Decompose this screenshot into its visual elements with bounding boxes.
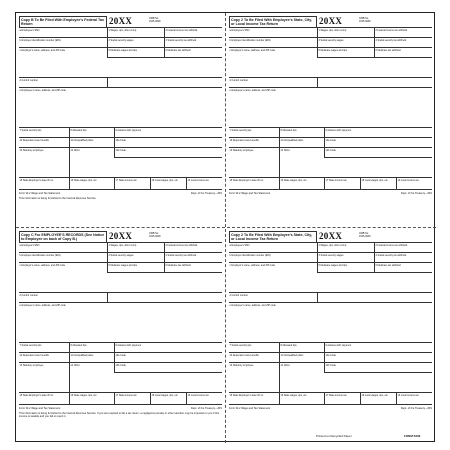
box-14: 14 Other bbox=[279, 148, 324, 177]
row-1 bbox=[19, 243, 222, 253]
copy-2-panel-bottom bbox=[226, 228, 436, 443]
row-7 bbox=[229, 138, 432, 148]
box-12a: 12a Code bbox=[324, 138, 432, 147]
box-18: 18 Local wages, tips, etc. bbox=[360, 393, 396, 404]
box-19: 19 Local income tax bbox=[396, 393, 432, 404]
box-16: 16 State wages, tips, etc. bbox=[69, 178, 114, 189]
employee-name-box: e Employee's name, address, and ZIP code bbox=[229, 303, 276, 307]
recycled-paper-stamp: Printed on Recycled Paper bbox=[316, 434, 352, 438]
row-5 bbox=[19, 88, 222, 128]
panel-footer bbox=[229, 192, 432, 195]
omb-number: OMB No. 1545-0008 bbox=[359, 232, 371, 238]
form-name: Form W-2 Wage and Tax Statement bbox=[19, 407, 61, 410]
box-12a: 12a Code bbox=[324, 353, 432, 362]
blank-box bbox=[107, 293, 222, 302]
box-12b: 12b Code bbox=[324, 148, 432, 158]
row-8 bbox=[19, 363, 222, 393]
row-5 bbox=[229, 88, 432, 128]
w2-form-sheet bbox=[15, 12, 435, 442]
panel-header bbox=[19, 231, 222, 243]
box-9: 9 Advance EIC payment bbox=[324, 128, 432, 137]
panel-footer bbox=[19, 407, 222, 410]
box-9: 9 Advance EIC payment bbox=[114, 343, 222, 352]
form-name: Form W-2 Wage and Tax Statement bbox=[229, 192, 271, 195]
box-3: 3 Social security wages bbox=[107, 253, 164, 262]
row-9 bbox=[19, 393, 222, 405]
row-7 bbox=[19, 138, 222, 148]
blank-box bbox=[317, 293, 432, 302]
box-15: 15 State Employer's state ID no. bbox=[229, 393, 264, 397]
row-4 bbox=[229, 293, 432, 303]
row-6 bbox=[229, 128, 432, 138]
box-19: 19 Local income tax bbox=[396, 178, 432, 189]
ein-box: b Employer identification number (EIN) bbox=[229, 253, 271, 257]
box-4: 4 Social security tax withheld bbox=[374, 38, 432, 47]
box-8: 8 Allocated tips bbox=[279, 343, 324, 352]
panel-footer bbox=[229, 407, 432, 410]
employee-name-box: e Employee's name, address, and ZIP code bbox=[19, 303, 66, 307]
box-5: 5 Medicare wages and tips bbox=[317, 48, 374, 58]
box-17: 17 State income tax bbox=[324, 178, 360, 189]
box-11: 11 Nonqualified plans bbox=[279, 353, 324, 362]
box-16: 16 State wages, tips, etc. bbox=[279, 393, 324, 404]
box-2: 2 Federal income tax withheld bbox=[164, 243, 222, 252]
row-4 bbox=[19, 293, 222, 303]
box-11: 11 Nonqualified plans bbox=[69, 353, 114, 362]
row-3 bbox=[19, 48, 222, 78]
dept-name: Dept. of the Treasury—IRS bbox=[400, 407, 432, 410]
row-7 bbox=[19, 353, 222, 363]
box-16: 16 State wages, tips, etc. bbox=[69, 393, 114, 404]
box-11: 11 Nonqualified plans bbox=[279, 138, 324, 147]
ssn-box: a Employee's SSN bbox=[19, 28, 40, 32]
row-8 bbox=[19, 148, 222, 178]
ein-box: b Employer identification number (EIN) bbox=[19, 253, 61, 257]
box-2: 2 Federal income tax withheld bbox=[374, 243, 432, 252]
tax-year: 20XX bbox=[109, 231, 133, 241]
box-9: 9 Advance EIC payment bbox=[324, 343, 432, 352]
box-12b: 12b Code bbox=[114, 148, 222, 158]
tax-year: 20XX bbox=[319, 16, 343, 26]
box-10: 10 Dependent care benefits bbox=[229, 353, 259, 357]
box-18: 18 Local wages, tips, etc. bbox=[150, 393, 186, 404]
box-4: 4 Social security tax withheld bbox=[164, 253, 222, 262]
box-17: 17 State income tax bbox=[114, 393, 150, 404]
row-3 bbox=[229, 263, 432, 293]
panel-header bbox=[19, 16, 222, 28]
panel-note: This information is being furnished to the Internal Revenue Service. If you are required to file a tax return, a negligence penalty or other sanction may be imposed on you if this income is taxable and you fail to report it. bbox=[19, 412, 220, 419]
row-2 bbox=[19, 38, 222, 48]
copy-c-panel bbox=[16, 228, 226, 443]
box-5: 5 Medicare wages and tips bbox=[107, 263, 164, 273]
ein-box: b Employer identification number (EIN) bbox=[19, 38, 61, 42]
employer-name-box: c Employer's name, address, and ZIP code bbox=[229, 263, 276, 267]
form-name: Form W-2 Wage and Tax Statement bbox=[19, 192, 61, 195]
row-1 bbox=[229, 243, 432, 253]
tax-year: 20XX bbox=[109, 16, 133, 26]
employer-name-box: c Employer's name, address, and ZIP code bbox=[229, 48, 276, 52]
dept-name: Dept. of the Treasury—IRS bbox=[190, 192, 222, 195]
tax-year: 20XX bbox=[319, 231, 343, 241]
row-5 bbox=[229, 303, 432, 343]
form-id: FORM 5209 bbox=[404, 434, 421, 438]
ssn-box: a Employee's SSN bbox=[19, 243, 40, 247]
box-1: 1 Wages, tips, other comp. bbox=[317, 28, 374, 37]
box-8: 8 Allocated tips bbox=[69, 343, 114, 352]
blank-box bbox=[317, 78, 432, 87]
box-4: 4 Social security tax withheld bbox=[164, 38, 222, 47]
copy-title: Copy C For EMPLOYEE'S RECORDS (See Notice to Employee on back of Copy B.) bbox=[19, 231, 107, 243]
box-6: 6 Medicare tax withheld bbox=[374, 48, 432, 58]
box-18: 18 Local wages, tips, etc. bbox=[360, 178, 396, 189]
row-7 bbox=[229, 353, 432, 363]
box-13: 13 Statutory employee bbox=[19, 148, 44, 152]
box-13: 13 Statutory employee bbox=[229, 363, 254, 367]
dept-name: Dept. of the Treasury—IRS bbox=[400, 192, 432, 195]
box-10: 10 Dependent care benefits bbox=[19, 353, 49, 357]
employer-name-box: c Employer's name, address, and ZIP code bbox=[19, 263, 66, 267]
row-8 bbox=[229, 363, 432, 393]
control-number-box: d Control number bbox=[229, 293, 248, 297]
row-9 bbox=[229, 178, 432, 190]
box-14: 14 Other bbox=[69, 363, 114, 392]
box-10: 10 Dependent care benefits bbox=[229, 138, 259, 142]
box-3: 3 Social security wages bbox=[107, 38, 164, 47]
box-8: 8 Allocated tips bbox=[279, 128, 324, 137]
box-15: 15 State Employer's state ID no. bbox=[19, 178, 54, 182]
row-6 bbox=[19, 128, 222, 138]
panel-header bbox=[229, 16, 432, 28]
row-2 bbox=[229, 253, 432, 263]
box-3: 3 Social security wages bbox=[317, 253, 374, 262]
box-11: 11 Nonqualified plans bbox=[69, 138, 114, 147]
box-6: 6 Medicare tax withheld bbox=[164, 48, 222, 58]
box-1: 1 Wages, tips, other comp. bbox=[107, 243, 164, 252]
row-4 bbox=[19, 78, 222, 88]
copy-2-panel-top bbox=[226, 13, 436, 228]
box-12b: 12b Code bbox=[324, 363, 432, 373]
box-15: 15 State Employer's state ID no. bbox=[19, 393, 54, 397]
copy-title: Copy 2 To Be Filed With Employee's State, City, or Local Income Tax Return bbox=[229, 16, 317, 28]
form-name: Form W-2 Wage and Tax Statement bbox=[229, 407, 271, 410]
box-13: 13 Statutory employee bbox=[19, 363, 44, 367]
box-2: 2 Federal income tax withheld bbox=[374, 28, 432, 37]
box-16: 16 State wages, tips, etc. bbox=[279, 178, 324, 189]
row-1 bbox=[229, 28, 432, 38]
box-1: 1 Wages, tips, other comp. bbox=[107, 28, 164, 37]
row-8 bbox=[229, 148, 432, 178]
panel-footer bbox=[19, 192, 222, 195]
row-1 bbox=[19, 28, 222, 38]
box-6: 6 Medicare tax withheld bbox=[164, 263, 222, 273]
box-5: 5 Medicare wages and tips bbox=[317, 263, 374, 273]
employee-name-box: e Employee's name, address, and ZIP code bbox=[19, 88, 66, 92]
ein-box: b Employer identification number (EIN) bbox=[229, 38, 271, 42]
row-2 bbox=[19, 253, 222, 263]
box-2: 2 Federal income tax withheld bbox=[164, 28, 222, 37]
box-19: 19 Local income tax bbox=[186, 393, 222, 404]
box-14: 14 Other bbox=[69, 148, 114, 177]
box-17: 17 State income tax bbox=[324, 393, 360, 404]
row-6 bbox=[229, 343, 432, 353]
row-3 bbox=[19, 263, 222, 293]
copy-title: Copy 2 To Be Filed With Employee's State, City, or Local Income Tax Return bbox=[229, 231, 317, 243]
control-number-box: d Control number bbox=[229, 78, 248, 82]
box-13: 13 Statutory employee bbox=[229, 148, 254, 152]
box-7: 7 Social security tips bbox=[229, 343, 252, 347]
copy-title: Copy B To Be Filed With Employee's Federal Tax Return bbox=[19, 16, 107, 28]
box-7: 7 Social security tips bbox=[229, 128, 252, 132]
dept-name: Dept. of the Treasury—IRS bbox=[190, 407, 222, 410]
blank-box bbox=[107, 78, 222, 87]
row-5 bbox=[19, 303, 222, 343]
box-19: 19 Local income tax bbox=[186, 178, 222, 189]
row-9 bbox=[19, 178, 222, 190]
panel-note: This information is being furnished to the Internal Revenue Service. bbox=[19, 197, 97, 200]
row-3 bbox=[229, 48, 432, 78]
row-9 bbox=[229, 393, 432, 405]
box-3: 3 Social security wages bbox=[317, 38, 374, 47]
panel-header bbox=[229, 231, 432, 243]
row-2 bbox=[229, 38, 432, 48]
box-18: 18 Local wages, tips, etc. bbox=[150, 178, 186, 189]
box-17: 17 State income tax bbox=[114, 178, 150, 189]
omb-number: OMB No. 1545-0008 bbox=[359, 17, 371, 23]
control-number-box: d Control number bbox=[19, 293, 38, 297]
box-14: 14 Other bbox=[279, 363, 324, 392]
ssn-box: a Employee's SSN bbox=[229, 28, 250, 32]
box-15: 15 State Employer's state ID no. bbox=[229, 178, 264, 182]
omb-number: OMB No. 1545-0008 bbox=[149, 17, 161, 23]
box-4: 4 Social security tax withheld bbox=[374, 253, 432, 262]
box-7: 7 Social security tips bbox=[19, 343, 42, 347]
box-12a: 12a Code bbox=[114, 138, 222, 147]
row-6 bbox=[19, 343, 222, 353]
row-4 bbox=[229, 78, 432, 88]
box-12b: 12b Code bbox=[114, 363, 222, 373]
box-10: 10 Dependent care benefits bbox=[19, 138, 49, 142]
copy-b-panel bbox=[16, 13, 226, 228]
box-6: 6 Medicare tax withheld bbox=[374, 263, 432, 273]
box-9: 9 Advance EIC payment bbox=[114, 128, 222, 137]
omb-number: OMB No. 1545-0008 bbox=[149, 232, 161, 238]
employee-name-box: e Employee's name, address, and ZIP code bbox=[229, 88, 276, 92]
control-number-box: d Control number bbox=[19, 78, 38, 82]
ssn-box: a Employee's SSN bbox=[229, 243, 250, 247]
box-12a: 12a Code bbox=[114, 353, 222, 362]
box-5: 5 Medicare wages and tips bbox=[107, 48, 164, 58]
employer-name-box: c Employer's name, address, and ZIP code bbox=[19, 48, 66, 52]
box-8: 8 Allocated tips bbox=[69, 128, 114, 137]
box-7: 7 Social security tips bbox=[19, 128, 42, 132]
box-1: 1 Wages, tips, other comp. bbox=[317, 243, 374, 252]
